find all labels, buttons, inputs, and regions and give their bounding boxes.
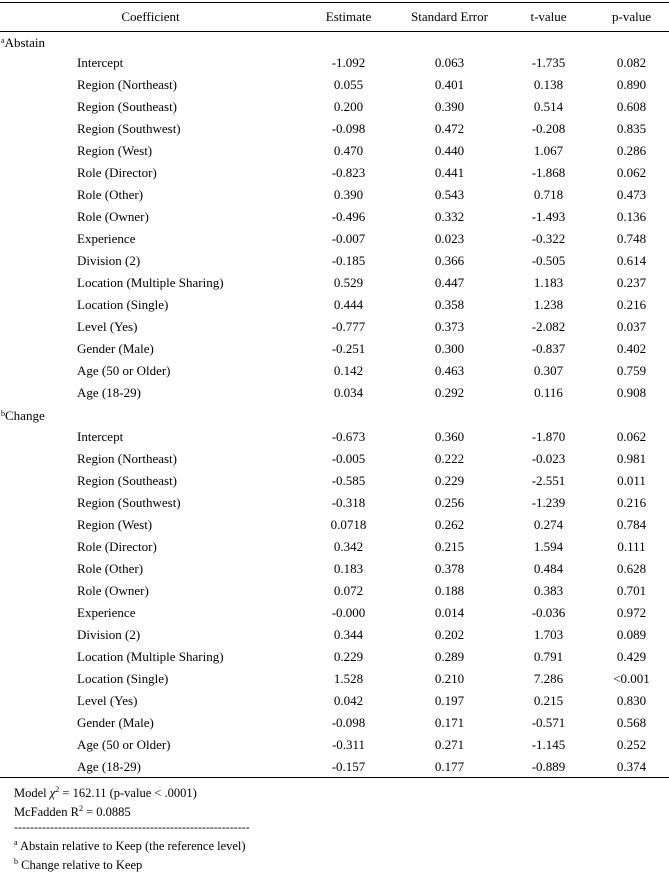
coefficient-cell: Region (Northeast) [77,77,178,92]
t-value-cell: 0.484 [533,561,564,576]
t-value-cell: 0.215 [533,693,564,708]
standard-error-cell: 0.543 [434,187,465,202]
footnote-b [14,854,250,873]
p-value-cell: 0.784 [616,517,647,532]
indent-cell [0,228,77,250]
standard-error-cell: 0.256 [434,495,465,510]
p-value-cell: 0.136 [616,209,647,224]
table-row [0,712,669,734]
standard-error-cell: 0.447 [434,275,465,290]
footnote-b-marker: b [14,857,18,867]
indent-cell [0,712,77,734]
table-row [0,756,669,778]
t-value-cell: 1.238 [533,297,564,312]
estimate-cell: 0.229 [333,649,364,664]
t-value-cell: -1.239 [531,495,566,510]
standard-error-cell: 0.271 [434,737,465,752]
coefficient-cell: Intercept [77,429,124,444]
table-row [0,580,669,602]
standard-error-cell: 0.197 [434,693,465,708]
estimate-cell: 0.042 [333,693,364,708]
table-row [0,184,669,206]
standard-error-cell: 0.262 [434,517,465,532]
table-row [0,338,669,360]
group-label [0,404,669,426]
t-value-cell: 7.286 [533,671,564,686]
table-row [0,734,669,756]
p-value-cell: 0.216 [616,495,647,510]
t-value-cell: 1.703 [533,627,564,642]
estimate-cell: 0.344 [333,627,364,642]
coefficient-cell: Division (2) [77,627,141,642]
table-row [0,426,669,448]
standard-error-cell: 0.289 [434,649,465,664]
table-row [0,690,669,712]
t-value-cell: -0.889 [503,756,594,778]
group-label [0,32,669,53]
t-value-cell: -2.551 [531,473,566,488]
estimate-cell: -0.005 [331,451,366,466]
p-value-cell: 0.402 [616,341,647,356]
p-value-cell: 0.608 [616,99,647,114]
table-notes [14,782,250,874]
coefficient-cell: Gender (Male) [77,341,154,356]
header-t-value: t-value [503,3,594,32]
estimate-cell: -0.777 [331,319,366,334]
t-value-cell: -0.505 [531,253,566,268]
table-header [0,3,669,32]
p-value-cell: 0.972 [616,605,647,620]
mcfadden-r2 [14,801,250,820]
standard-error-cell: 0.177 [396,756,503,778]
coefficient-cell: Division (2) [77,253,141,268]
group-marker: b [1,409,5,418]
estimate-cell: -0.185 [331,253,366,268]
table-row [0,360,669,382]
p-value-cell: 0.835 [616,121,647,136]
indent-cell [0,734,77,756]
indent-cell [0,668,77,690]
table-row [0,448,669,470]
t-value-cell: -0.571 [531,715,566,730]
table-row [0,206,669,228]
estimate-cell: -0.496 [331,209,366,224]
estimate-cell: 0.072 [333,583,364,598]
indent-cell [0,558,77,580]
p-value-cell: 0.748 [616,231,647,246]
p-value-cell: 0.628 [616,561,647,576]
indent-cell [0,360,77,382]
p-value-cell: 0.568 [616,715,647,730]
t-value-cell: 1.183 [533,275,564,290]
coefficient-cell: Age (50 or Older) [77,737,171,752]
coefficient-cell: Role (Other) [77,187,144,202]
p-value-cell: 0.374 [594,756,669,778]
estimate-cell: 0.529 [333,275,364,290]
coefficient-cell: Experience [77,605,136,620]
estimate-cell: -0.007 [331,231,366,246]
p-value-cell: <0.001 [613,671,650,686]
p-value-cell: 0.830 [616,693,647,708]
table-row [0,294,669,316]
table-row [0,382,669,404]
table-body [0,32,669,778]
indent-cell [0,492,77,514]
footnote-a [14,835,250,854]
standard-error-cell: 0.360 [434,429,465,444]
table-row [0,514,669,536]
table-row [0,470,669,492]
estimate-cell: -0.318 [331,495,366,510]
p-value-cell: 0.981 [616,451,647,466]
table-row [0,74,669,96]
estimate-cell: -0.673 [331,429,366,444]
group-name: Change [5,408,45,423]
indent-cell [0,514,77,536]
standard-error-cell: 0.063 [434,55,465,70]
standard-error-cell: 0.401 [434,77,465,92]
t-value-cell: 0.514 [533,99,564,114]
standard-error-cell: 0.210 [434,671,465,686]
table-row [0,646,669,668]
standard-error-cell: 0.215 [434,539,465,554]
coefficient-cell: Region (Southwest) [77,121,181,136]
estimate-cell: -0.000 [331,605,366,620]
standard-error-cell: 0.472 [434,121,465,136]
table-row [0,536,669,558]
indent-cell [0,536,77,558]
indent-cell [0,140,77,162]
standard-error-cell: 0.366 [434,253,465,268]
table-row [0,272,669,294]
chi-symbol: χ [49,786,56,801]
estimate-cell: -0.585 [331,473,366,488]
footnote-b-text: Change relative to Keep [18,858,143,873]
indent-cell [0,646,77,668]
model-chi-prefix: Model [14,786,50,801]
p-value-cell: 0.908 [616,385,647,400]
estimate-cell: -0.311 [331,737,366,752]
estimate-cell: -0.098 [331,121,366,136]
coefficient-cell: Region (Southeast) [77,99,178,114]
t-value-cell: -1.493 [531,209,566,224]
coefficient-cell: Location (Multiple Sharing) [77,275,224,290]
group-marker: a [1,36,5,45]
t-value-cell: -0.036 [531,605,566,620]
t-value-cell: -1.870 [531,429,566,444]
standard-error-cell: 0.222 [434,451,465,466]
t-value-cell: -2.082 [531,319,566,334]
notes-separator: ----------------------------------------------------------- [14,820,250,835]
model-chi-value: = 162.11 (p-value < .0001) [59,786,197,801]
indent-cell [0,250,77,272]
coefficient-cell: Region (Southwest) [77,495,181,510]
table-row [0,602,669,624]
table-row [0,118,669,140]
p-value-cell: 0.759 [616,363,647,378]
t-value-cell: -1.145 [531,737,566,752]
t-value-cell: 0.791 [533,649,564,664]
indent-cell [0,580,77,602]
indent-cell [0,338,77,360]
standard-error-cell: 0.023 [434,231,465,246]
estimate-cell: -0.098 [331,715,366,730]
estimate-cell: 0.142 [333,363,364,378]
table-row [0,624,669,646]
indent-cell [0,690,77,712]
coefficient-cell: Role (Director) [77,165,157,180]
footnote-a-text: Abstain relative to Keep (the reference level) [17,839,246,854]
coefficient-cell: Location (Single) [77,297,169,312]
coefficient-cell: Region (Southeast) [77,473,178,488]
estimate-cell: 0.390 [333,187,364,202]
estimate-cell: 0.470 [333,143,364,158]
table-row [0,668,669,690]
estimate-cell: -0.157 [301,756,396,778]
p-value-cell: 0.890 [616,77,647,92]
p-value-cell: 0.082 [616,55,647,70]
mcfadden-superscript: 2 [78,804,83,814]
p-value-cell: 0.429 [616,649,647,664]
estimate-cell: -1.092 [331,55,366,70]
table-row [0,250,669,272]
indent-cell [0,52,77,74]
model-chi-square [14,782,250,801]
estimate-cell: -0.823 [331,165,366,180]
standard-error-cell: 0.300 [434,341,465,356]
standard-error-cell: 0.463 [434,363,465,378]
coefficient-cell: Gender (Male) [77,715,154,730]
standard-error-cell: 0.378 [434,561,465,576]
standard-error-cell: 0.188 [434,583,465,598]
indent-cell [0,118,77,140]
p-value-cell: 0.089 [616,627,647,642]
t-value-cell: 1.067 [533,143,564,158]
coefficient-cell: Age (18-29) [77,385,141,400]
standard-error-cell: 0.229 [434,473,465,488]
t-value-cell: -0.208 [531,121,566,136]
regression-table [0,2,669,778]
table-row [0,162,669,184]
coefficient-cell: Experience [77,231,136,246]
p-value-cell: 0.216 [616,297,647,312]
t-value-cell: 0.718 [533,187,564,202]
standard-error-cell: 0.390 [434,99,465,114]
p-value-cell: 0.252 [616,737,647,752]
coefficient-cell: Location (Multiple Sharing) [77,649,224,664]
estimate-cell: 1.528 [333,671,364,686]
coefficient-cell: Level (Yes) [77,319,138,334]
table-row [0,52,669,74]
t-value-cell: -0.023 [531,451,566,466]
p-value-cell: 0.062 [616,165,647,180]
standard-error-cell: 0.440 [434,143,465,158]
standard-error-cell: 0.292 [434,385,465,400]
t-value-cell: -1.868 [531,165,566,180]
table-row [0,492,669,514]
header-row [0,3,669,32]
estimate-cell: 0.444 [333,297,364,312]
table-row [0,316,669,338]
group-name: Abstain [4,35,46,50]
p-value-cell: 0.111 [617,539,646,554]
t-value-cell: -1.735 [531,55,566,70]
standard-error-cell: 0.202 [434,627,465,642]
indent-cell [0,162,77,184]
standard-error-cell: 0.441 [434,165,465,180]
indent-cell [0,294,77,316]
t-value-cell: 0.307 [533,363,564,378]
table-row [0,140,669,162]
coefficient-cell: Location (Single) [77,671,169,686]
p-value-cell: 0.701 [616,583,647,598]
mcfadden-value: = 0.0885 [82,805,131,820]
footnote-a-marker: a [14,838,18,848]
p-value-cell: 0.237 [616,275,647,290]
indent-cell [0,756,77,778]
header-p-value: p-value [594,3,669,32]
t-value-cell: 0.274 [533,517,564,532]
estimate-cell: -0.251 [331,341,366,356]
table-row [0,228,669,250]
standard-error-cell: 0.171 [434,715,465,730]
estimate-cell: 0.034 [333,385,364,400]
t-value-cell: -0.837 [531,341,566,356]
standard-error-cell: 0.014 [434,605,465,620]
coefficient-cell: Intercept [77,55,124,70]
p-value-cell: 0.062 [616,429,647,444]
indent-cell [0,74,77,96]
estimate-cell: 0.342 [333,539,364,554]
coefficient-cell: Region (West) [77,517,153,532]
indent-cell [0,426,77,448]
indent-cell [0,184,77,206]
standard-error-cell: 0.373 [434,319,465,334]
coefficient-cell: Region (West) [77,143,153,158]
mcfadden-prefix: McFadden R [14,805,79,820]
coefficient-cell: Level (Yes) [77,693,138,708]
standard-error-cell: 0.332 [434,209,465,224]
indent-cell [0,448,77,470]
header-estimate: Estimate [301,3,396,32]
estimate-cell: 0.200 [333,99,364,114]
coefficient-cell: Role (Other) [77,561,144,576]
p-value-cell: 0.614 [616,253,647,268]
estimate-cell: 0.183 [333,561,364,576]
header-coefficient: Coefficient [0,3,301,32]
t-value-cell: 0.138 [533,77,564,92]
table-row [0,96,669,118]
indent-cell [0,96,77,118]
estimate-cell: 0.0718 [330,517,367,532]
chi-superscript: 2 [55,785,60,794]
p-value-cell: 0.286 [616,143,647,158]
header-standard-error: Standard Error [396,3,503,32]
indent-cell [0,272,77,294]
t-value-cell: -0.322 [531,231,566,246]
t-value-cell: 0.116 [534,385,563,400]
indent-cell [0,316,77,338]
coefficient-cell: Age (18-29) [77,756,301,778]
indent-cell [0,470,77,492]
t-value-cell: 0.383 [533,583,564,598]
regression-table-container [0,2,669,778]
standard-error-cell: 0.358 [434,297,465,312]
indent-cell [0,602,77,624]
coefficient-cell: Role (Owner) [77,583,149,598]
coefficient-cell: Role (Owner) [77,209,149,224]
group-row-abstain [0,32,669,53]
coefficient-cell: Region (Northeast) [77,451,178,466]
coefficient-cell: Role (Director) [77,539,157,554]
table-row [0,558,669,580]
estimate-cell: 0.055 [333,77,364,92]
p-value-cell: 0.037 [616,319,647,334]
t-value-cell: 1.594 [533,539,564,554]
indent-cell [0,382,77,404]
indent-cell [0,206,77,228]
p-value-cell: 0.011 [617,473,646,488]
p-value-cell: 0.473 [616,187,647,202]
group-row-change [0,404,669,426]
coefficient-cell: Age (50 or Older) [77,363,171,378]
indent-cell [0,624,77,646]
